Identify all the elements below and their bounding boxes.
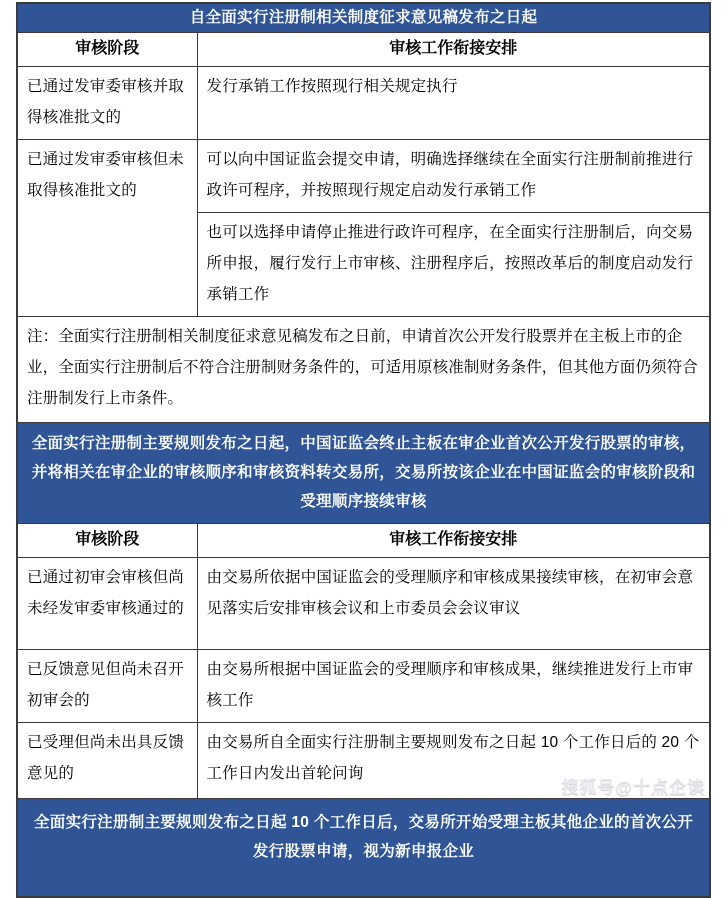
doc-table bbox=[16, 2, 711, 898]
arrangement-cell: 可以向中国证监会提交申请，明确选择继续在全面实行注册制前推进行政许可程序，并按照现行规定启动发行承销工作 bbox=[197, 140, 710, 213]
arrangement-cell: 也可以选择申请停止推进行政许可程序，在全面实行注册制后，向交易所申报，履行发行上市审核、注册程序后，按照改革后的制度启动发行承销工作 bbox=[197, 213, 710, 317]
stage-cell: 已通过初审会审核但尚未经发审委审核通过的 bbox=[17, 558, 197, 650]
mid-banner: 全面实行注册制主要规则发布之日起，中国证监会终止主板在审企业首次公开发行股票的审核，并将相关在审企业的审核顺序和审核资料转交易所，交易所按该企业在中国证监会的审核阶段和受理顺序接续审核 bbox=[17, 423, 710, 524]
arrangement-cell: 由交易所根据中国证监会的受理顺序和审核成果，继续推进发行上市审核工作 bbox=[197, 650, 710, 723]
stage-cell: 已通过发审委审核并取得核准批文的 bbox=[17, 67, 197, 140]
column-header-arrangement-1: 审核工作衔接安排 bbox=[197, 33, 710, 67]
table-row-note bbox=[17, 317, 710, 423]
stage-cell: 已受理但尚未出具反馈意见的 bbox=[17, 723, 197, 799]
stage-cell: 已反馈意见但尚未召开初审会的 bbox=[17, 650, 197, 723]
bottom-banner: 全面实行注册制主要规则发布之日起 10 个工作日后，交易所开始受理主板其他企业的首次公开发行股票申请，视为新申报企业 bbox=[17, 799, 710, 898]
stage-cell: 已通过发审委审核但未取得核准批文的 bbox=[17, 140, 197, 317]
table-row-banner-bottom bbox=[17, 799, 710, 898]
table-row bbox=[17, 650, 710, 723]
title-banner: 自全面实行注册制相关制度征求意见稿发布之日起 bbox=[17, 3, 710, 33]
table-row-title bbox=[17, 3, 710, 33]
column-header-stage-2: 审核阶段 bbox=[17, 524, 197, 558]
table-row bbox=[17, 558, 710, 650]
table-row-header-1 bbox=[17, 33, 710, 67]
registration-system-transition-table bbox=[16, 2, 711, 898]
table-row-banner-mid bbox=[17, 423, 710, 524]
table-row bbox=[17, 67, 710, 140]
table-row-header-2 bbox=[17, 524, 710, 558]
note-cell: 注：全面实行注册制相关制度征求意见稿发布之日前，申请首次公开发行股票并在主板上市的企业，全面实行注册制后不符合注册制财务条件的，可适用原核准制财务条件，但其他方面仍须符合注册制发行上市条件。 bbox=[17, 317, 710, 423]
table-row bbox=[17, 140, 710, 213]
watermark-text: 搜狐号@十点企读 bbox=[561, 778, 705, 797]
column-header-arrangement-2: 审核工作衔接安排 bbox=[197, 524, 710, 558]
arrangement-cell: 由交易所依据中国证监会的受理顺序和审核成果接续审核，在初审会意见落实后安排审核会议和上市委员会会议审议 bbox=[197, 558, 710, 650]
arrangement-cell: 由交易所自全面实行注册制主要规则发布之日起 10 个工作日后的 20 个工作日内发出首轮问询 bbox=[197, 723, 710, 799]
arrangement-cell: 发行承销工作按照现行相关规定执行 bbox=[197, 67, 710, 140]
column-header-stage-1: 审核阶段 bbox=[17, 33, 197, 67]
